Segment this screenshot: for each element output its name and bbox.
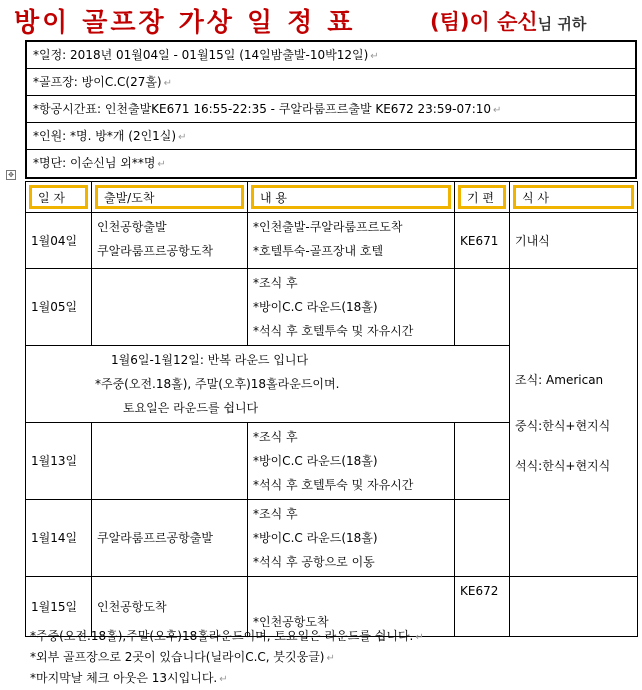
paragraph-mark: ↵ [163, 78, 173, 89]
paragraph-mark: ↵ [493, 105, 502, 116]
info-box [25, 40, 637, 179]
meal-breakfast: 조식: American [515, 372, 604, 387]
note-item: *마지막날 체크 아웃은 13시입니다. ↵ [30, 671, 228, 685]
date-cell: 1월13일 [26, 423, 92, 500]
title-main: 방이 골프장 가상 일 정 표 [14, 8, 356, 38]
date-cell: 1월15일 [26, 577, 92, 637]
depart-cell: 인천공항도착 [92, 577, 248, 637]
info-names: *명단: 이순신님 외**명 ↵ [33, 156, 166, 170]
content-cell: *조식 후 *방이C.C 라운드(18홀) *석식 후 공항으로 이동 [248, 500, 455, 577]
flight-cell [455, 269, 510, 346]
header-flight: 기 편 [458, 185, 506, 209]
team-name: (팀)이 순신 [430, 10, 538, 34]
header-date: 일 자 [29, 185, 88, 209]
meal-lunch: 중식:한식+현지식 [515, 418, 611, 433]
info-golf-course: *골프장: 방이C.C(27홀) ↵ [27, 69, 635, 96]
repeat-round-note: 1월6일-1월12일: 반복 라운드 입니다 *주중(오전.18홀), 주말(오후)18홀라운드이며. 토요일은 라운드를 쉽니다 [26, 346, 510, 423]
flight-cell: KE672 [455, 577, 510, 637]
title-suffix: 님 귀하 [537, 15, 587, 33]
meal-cell: 기내식 [510, 213, 638, 269]
paragraph-mark: ↵ [219, 674, 228, 685]
header-meal: 식 사 [513, 185, 634, 209]
paragraph-mark: ↵ [178, 132, 187, 143]
meal-dinner: 석식:한식+현지식 [515, 458, 611, 473]
content-cell: *인천공항도착 [248, 577, 455, 637]
header-depart-arrive: 출발/도착 [95, 185, 244, 209]
depart-cell [92, 423, 248, 500]
date-cell: 1월04일 [26, 213, 92, 269]
date-cell: 1월05일 [26, 269, 92, 346]
schedule-table [25, 181, 638, 637]
note-item: *주중(오전.18홀),주말(오후)18홀라운드이며, 토요일은 라운드를 쉽니다. ↵ [30, 629, 424, 643]
meal-cell [510, 269, 638, 577]
paragraph-mark: ↵ [157, 159, 166, 170]
header-content: 내 용 [251, 185, 451, 209]
date-cell: 1월14일 [26, 500, 92, 577]
content-cell: *조식 후 *방이C.C 라운드(18홀) *석식 후 호텔투숙 및 자유시간 [248, 269, 455, 346]
table-move-handle-icon[interactable]: ✥ [6, 170, 16, 180]
depart-cell: 인천공항출발 쿠알라룸프르공항도착 [92, 213, 248, 269]
depart-cell: 쿠알라룸프르공항출발 [92, 500, 248, 577]
depart-cell [92, 269, 248, 346]
table-row [26, 213, 638, 269]
info-flight-times: *항공시간표: 인천출발KE671 16:55-22:35 - 쿠알라룸프르출발 KE672 23:59-07:10 ↵ [27, 96, 635, 123]
table-header-row [26, 182, 638, 213]
footer-notes [30, 626, 424, 689]
meal-cell [510, 577, 638, 637]
table-row [26, 269, 638, 346]
paragraph-mark: ↵ [326, 653, 335, 664]
document-title [0, 2, 642, 40]
content-cell: *조식 후 *방이C.C 라운드(18홀) *석식 후 호텔투숙 및 자유시간 [248, 423, 455, 500]
content-cell: *인천출발-쿠알라룸프르도착 *호텔투숙-골프장내 호텔 [248, 213, 455, 269]
paragraph-mark: ↵ [370, 51, 379, 62]
info-people: *인원: *명. 방*개 (2인1실) ↵ [27, 123, 635, 150]
flight-cell: KE671 [455, 213, 510, 269]
paragraph-mark: ↵ [415, 632, 424, 643]
info-schedule: *일정: 2018년 01월04일 - 01월15일 (14일밤출발-10박12일) ↵ [27, 42, 635, 69]
note-item: *외부 골프장으로 2곳이 있습니다(닐라이C.C, 붓깃웅글) ↵ [30, 650, 335, 664]
flight-cell [455, 423, 510, 500]
flight-cell [455, 500, 510, 577]
title-team [430, 6, 586, 36]
